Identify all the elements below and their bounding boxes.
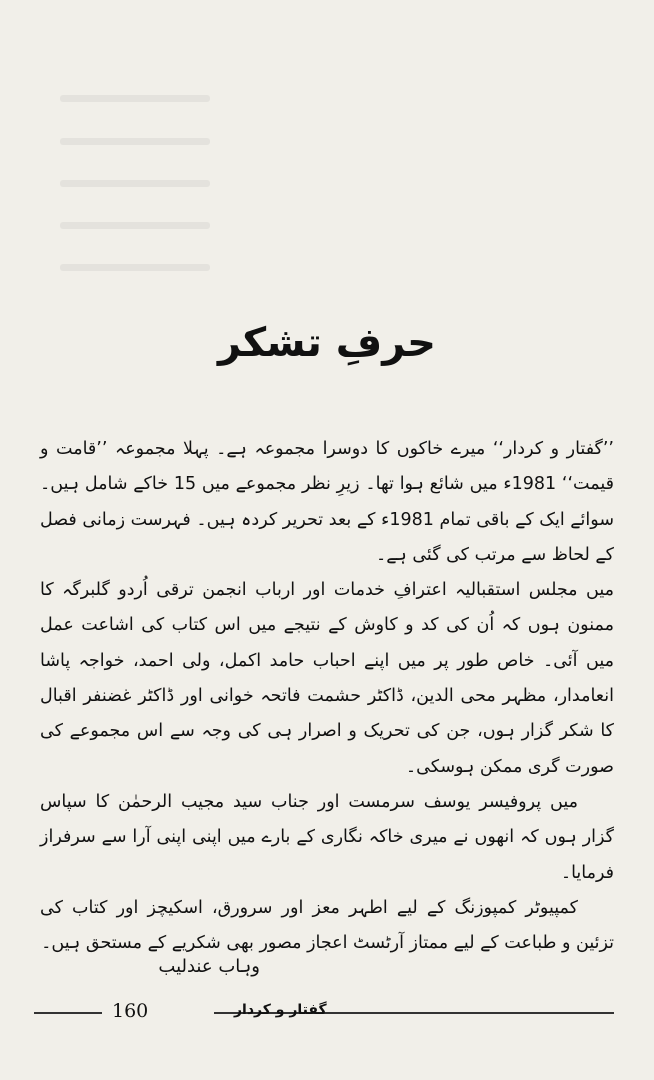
show-through-line [60,95,210,102]
paragraph-thanks-committee: میں مجلس استقبالیہ اعترافِ خدمات اور ارباب انجمن ترقی اُردو گلبرگہ کا ممنون ہوں کہ اُن کی کد و کاوش کے نتیجے میں اس کتاب کی اشاعت عمل میں آئی۔ خاص طور پر میں اپنے احباب حامد اکمل، ولی احمد، خواجہ پاشا انعامدار، مظہر محی الدین، ڈاکٹر حشمت فاتحہ خوانی اور ڈاکٹر غضنفر اقبال کا شکر گزار ہوں، جن کی تحریک و اصرار ہی کی وجہ سے اس مجموعے کی صورت گری ممکن ہوسکی۔ [40,580,614,777]
footer-rule-left [34,1012,102,1014]
page-title: حرفِ تشکر [218,320,436,366]
paragraph-thanks-professors: میں پروفیسر یوسف سرمست اور جناب سید مجیب الرحمٰن کا سپاس گزار ہوں کہ انھوں نے میری خاکہ نگاری کے بارے میں اپنی اپنی آرا سے سرفراز فرمایا۔ [40,791,614,883]
show-through-line [60,138,210,145]
show-through-line [60,264,210,271]
paragraph-thanks-design: کمپیوٹر کمپوزنگ کے لیے اطہر معز اور سرورق، اسکیچز اور کتاب کی تزئین و طباعت کے لیے ممتاز آرٹسٹ اعجاز مصور بھی شکریے کے مستحق ہیں۔ [40,897,614,954]
running-book-title: گفتار و کردار [234,1002,327,1018]
body-text [40,432,614,961]
author-signature: وہاب عندلیب [158,956,260,977]
page-footer [34,1000,614,1026]
paragraph-intro: ’’گفتار و کردار‘‘ میرے خاکوں کا دوسرا مجموعہ ہے۔ پہلا مجموعہ ’’قامت و قیمت‘‘ 1981ء میں شائع ہوا تھا۔ زیرِ نظر مجموعے میں 15 خاکے شامل ہیں۔ سوائے ایک کے باقی تمام 1981ء کے بعد تحریر کردہ ہیں۔ فہرست زمانی فصل کے لحاظ سے مرتب کی گئی ہے۔ [40,439,614,565]
page-number: 160 [112,1000,149,1022]
show-through-line [60,222,210,229]
show-through-line [60,180,210,187]
